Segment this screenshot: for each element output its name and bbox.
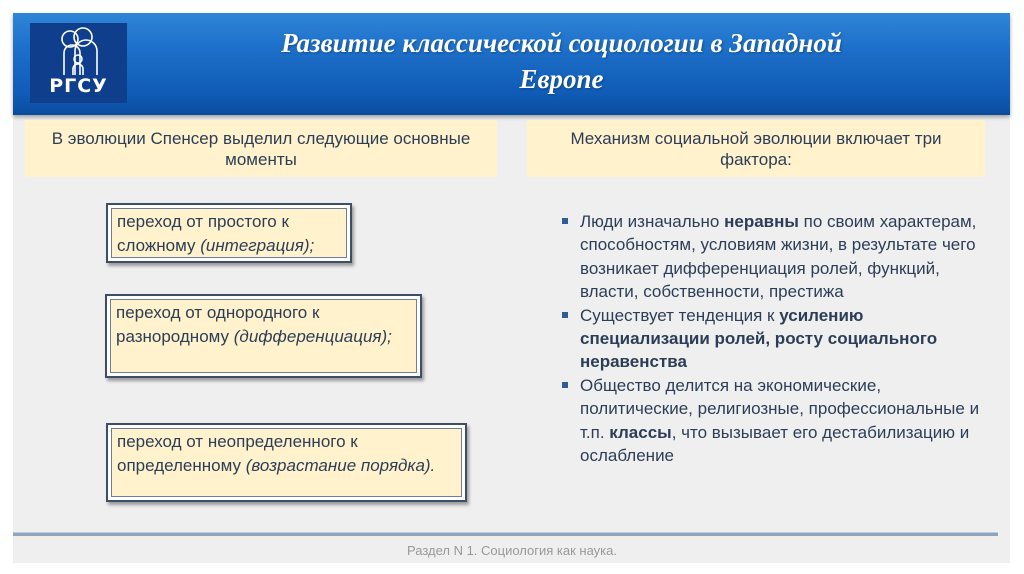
spencer-point-box [105,294,422,378]
bullet-text: Общество делится на экономические, политические, религиозные, профессиональные и т.п. [580,375,980,442]
list-item [580,210,990,304]
logo-text: РГСУ [49,75,108,97]
footer-section-label: Раздел N 1. Социология как наука. [407,543,617,558]
evolution-factors-list [580,210,990,467]
list-item [580,374,990,468]
right-column-heading: Механизм социальной эволюции включает три фактора: [527,120,985,177]
bullet-text: Люди изначально [580,212,725,231]
bullet-bold-text: усилению специализации ролей, росту социального неравенства [580,305,938,372]
footer-divider-accent [13,537,998,538]
slide-title [193,25,930,97]
square-bullet-icon [562,218,568,224]
bullet-bold-text: неравны [724,212,799,231]
bullet-bold-text: классы [609,422,672,442]
box-text: переход от простого к сложному [117,212,289,255]
list-item [580,304,990,374]
square-bullet-icon [562,382,568,388]
left-column-heading: В эволюции Спенсер выделил следующие основные моменты [25,120,497,177]
title-line-1: Развитие классической социологии в Западной [281,28,842,58]
bullet-text: Существует тенденция к [580,305,780,325]
square-bullet-icon [562,312,568,318]
footer-divider [13,532,998,536]
box-emphasis: (интеграция); [200,235,315,255]
bullet-text: по своим характерам, способностям, условиям жизни, в результате чего возникает дифференциация ролей, функций, власти, собственности, престижа [580,212,977,302]
box-text: переход от неопределенного к определенному [117,432,358,475]
family-icon [58,27,100,77]
spencer-point-box [106,423,467,502]
title-line-2: Европе [519,64,604,94]
bullet-text: , что вызывает его дестабилизацию и ослабление [580,422,970,466]
box-emphasis: (возрастание порядка). [245,455,436,475]
header-banner [13,13,1010,115]
rgsu-logo [30,23,127,103]
spencer-point-box [106,203,352,263]
box-emphasis: (дифференциация); [233,326,392,346]
box-text: переход от однородного к разнородному [116,303,320,346]
